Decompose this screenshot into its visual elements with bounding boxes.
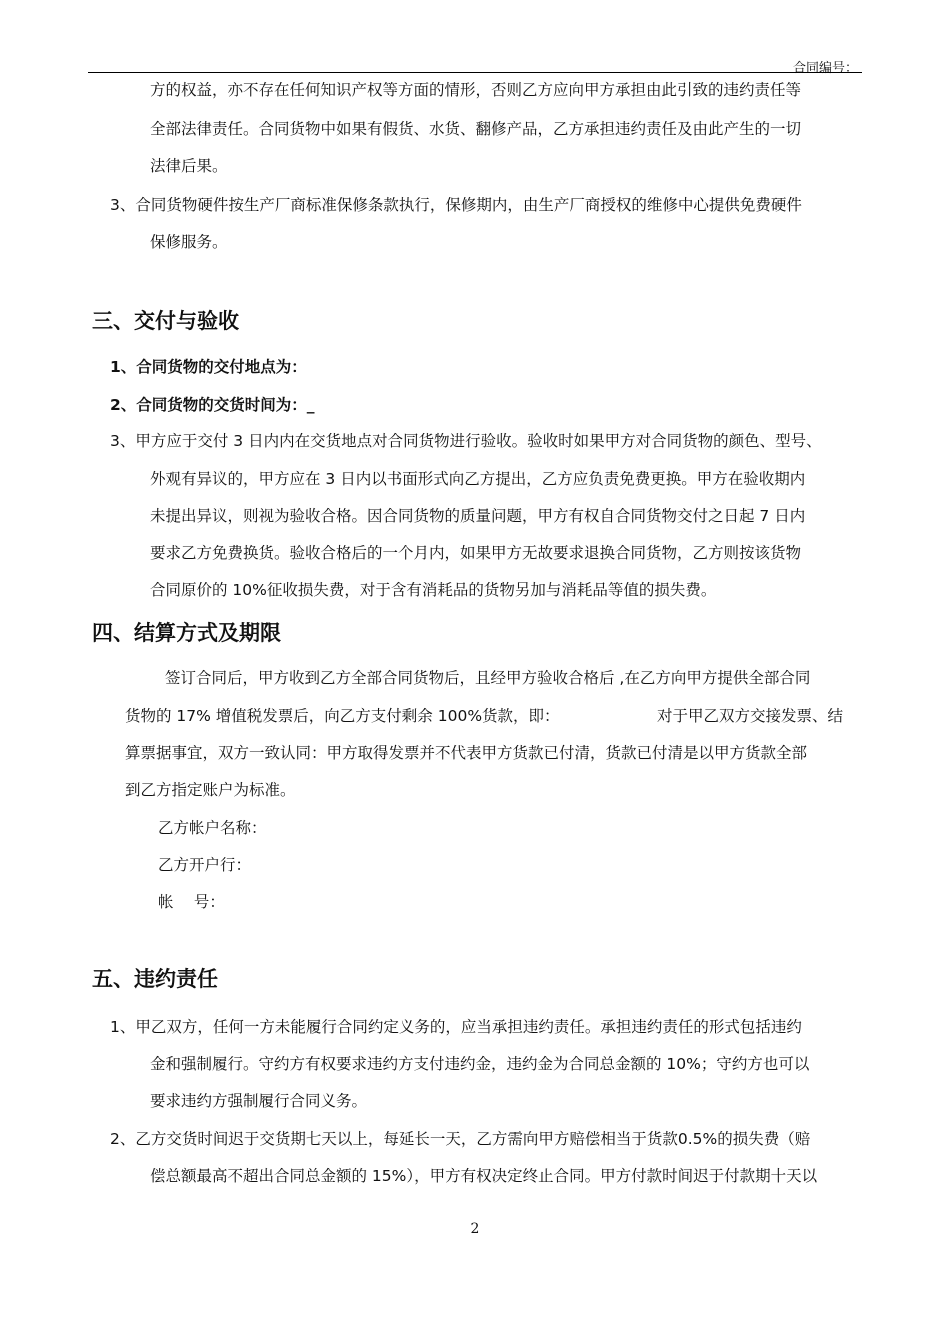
warranty-clause-line: 3、合同货物硬件按生产厂商标准保修条款执行，保修期内，由生产厂商授权的维修中心提供免费硬件 [110,196,802,214]
liability-clause-line: 要求违约方强制履行合同义务。 [150,1092,368,1110]
acceptance-clause-line: 外观有异议的，甲方应在 3 日内以书面形式向乙方提出，乙方应负责免费更换。甲方在验收期内 [150,470,806,488]
delivery-location-label: 1、合同货物的交付地点为： [110,358,307,376]
bank-label: 乙方开户行： [158,856,252,874]
acceptance-clause-line: 3、甲方应于交付 3 日内内在交货地点对合同货物进行验收。验收时如果甲方对合同货物的颜色、型号、 [110,432,822,450]
delivery-time-label: 2、合同货物的交货时间为：_ [110,396,315,414]
contract-number-label: 合同编号： [792,61,858,76]
account-name-label: 乙方帐户名称： [158,819,267,837]
account-number-label: 帐 号： [158,893,225,911]
liability-clause-line: 1、甲乙双方，任何一方未能履行合同约定义务的，应当承担违约责任。承担违约责任的形式包括违约 [110,1018,802,1036]
warranty-clause-line: 保修服务。 [150,233,228,251]
settlement-paragraph-line: 货物的 17% 增值税发票后，向乙方支付剩余 100%货款，即： [125,707,560,725]
section-title-delivery: 三、交付与验收 [92,309,239,333]
paragraph-line: 方的权益，亦不存在任何知识产权等方面的情形，否则乙方应向甲方承担由此引致的违约责任等 [150,81,802,99]
settlement-paragraph-line: 对于甲乙双方交接发票、结 [657,707,844,725]
paragraph-line: 法律后果。 [150,157,228,175]
settlement-paragraph-line: 签订合同后，甲方收到乙方全部合同货物后，且经甲方验收合格后 ,在乙方向甲方提供全部合同 [165,669,811,687]
liability-clause-line: 2、乙方交货时间迟于交货期七天以上，每延长一天，乙方需向甲方赔偿相当于货款0.5%的损失费（赔 [110,1130,811,1148]
settlement-paragraph-line: 到乙方指定账户为标准。 [125,781,296,799]
acceptance-clause-line: 未提出异议，则视为验收合格。因合同货物的质量问题，甲方有权自合同货物交付之日起 7 日内 [150,507,806,525]
paragraph-line: 全部法律责任。合同货物中如果有假货、水货、翻修产品，乙方承担违约责任及由此产生的一切 [150,120,802,138]
acceptance-clause-line: 要求乙方免费换货。验收合格后的一个月内，如果甲方无故要求退换合同货物，乙方则按该货物 [150,544,802,562]
settlement-paragraph-line: 算票据事宜，双方一致认同：甲方取得发票并不代表甲方货款已付清，货款已付清是以甲方货款全部 [125,744,808,762]
header-rule [88,72,862,73]
page-number: 2 [470,1221,480,1237]
acceptance-clause-line: 合同原价的 10%征收损失费，对于含有消耗品的货物另加与消耗品等值的损失费。 [150,581,717,599]
section-title-settlement: 四、结算方式及期限 [92,621,281,645]
liability-clause-line: 金和强制履行。守约方有权要求违约方支付违约金，违约金为合同总金额的 10%；守约方也可以 [150,1055,810,1073]
liability-clause-line: 偿总额最高不超出合同总金额的 15%），甲方有权决定终止合同。甲方付款时间迟于付款期十天以 [150,1167,818,1185]
section-title-liability: 五、违约责任 [92,967,218,991]
